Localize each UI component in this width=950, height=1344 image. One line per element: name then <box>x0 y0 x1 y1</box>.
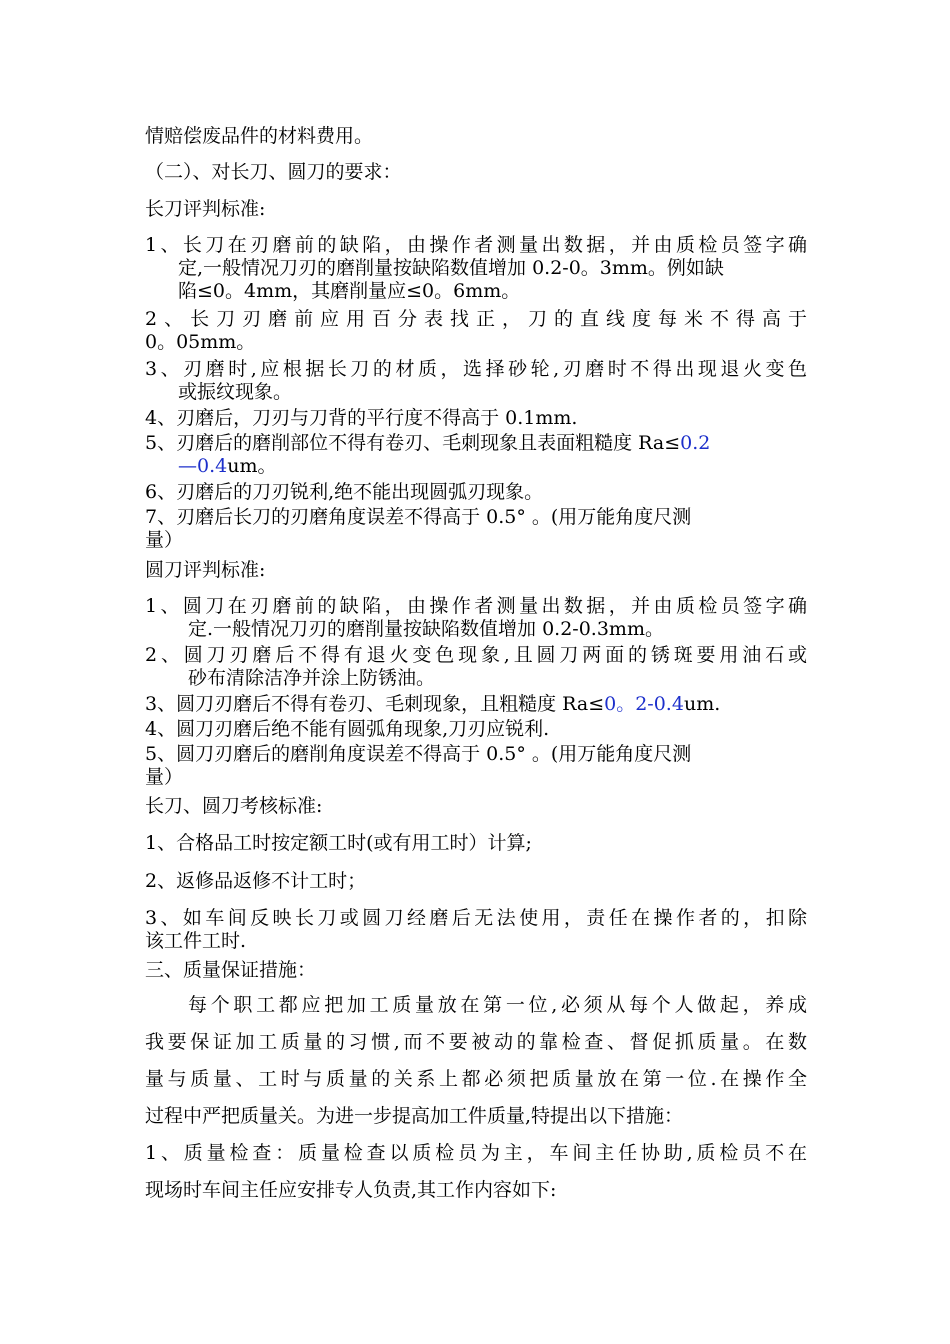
text-line: 定.一般情况刀刃的磨削量按缺陷数值增加 0.2-0.3mm。 <box>188 618 664 640</box>
text-line: 5、圆刀刃磨后的磨削角度误差不得高于 0.5° 。(用万能角度尺测 <box>145 743 692 765</box>
list-item <box>145 693 807 716</box>
subsection-heading: 圆刀评判标准: <box>145 559 266 581</box>
text-line: 定,一般情况刀刃的磨削量按缺陷数值增加 0.2-0。3mm。例如缺 <box>178 257 724 279</box>
list-item <box>145 644 807 690</box>
text-line <box>145 455 807 478</box>
highlight-value: 0。2-0.4 <box>604 693 684 715</box>
text-line: 0。05mm。 <box>145 331 256 353</box>
text-line: 1、合格品工时按定额工时(或有用工时）计算; <box>145 832 532 854</box>
list-item <box>145 308 807 354</box>
text-line: 1、长刀在刃磨前的缺陷，由操作者测量出数据，并由质检员签字确 <box>145 234 807 256</box>
text-line: 4、刃磨后，刀刃与刀背的平行度不得高于 0.1mm. <box>145 407 578 429</box>
text-line <box>145 432 807 455</box>
text-line: 或振纹现象。 <box>178 381 293 403</box>
text-span: um. <box>683 693 721 715</box>
text-line: 1、圆刀在刃磨前的缺陷，由操作者测量出数据，并由质检员签字确 <box>145 595 807 617</box>
highlight-value: —0.4 <box>178 455 228 477</box>
text-line <box>145 693 807 716</box>
text-line: 4、圆刀刃磨后绝不能有圆弧角现象,刀刃应锐利. <box>145 718 550 740</box>
text-line: 过程中严把质量关。为进一步提高加工件质量,特提出以下措施： <box>145 1105 684 1127</box>
text-span: 量与质量、工时与质量的关系上都必须把质量放在第一位.在操作全 <box>145 1068 807 1090</box>
text-line: 量） <box>145 529 184 551</box>
subsection-heading: 长刀、圆刀考核标准: <box>145 795 323 817</box>
text-line: 2、返修品返修不计工时； <box>145 870 367 892</box>
text-span: 1、质量检查：质量检查以质检员为主，车间主任协助,质检员不在 <box>145 1142 807 1164</box>
list-item <box>145 595 807 641</box>
list-item <box>145 432 807 478</box>
list-item <box>145 743 807 789</box>
text-line <box>188 993 807 1017</box>
text-line <box>145 1030 807 1054</box>
subsection-heading: 长刀评判标准: <box>145 198 266 220</box>
list-item <box>145 234 807 303</box>
list-item <box>145 907 807 953</box>
text-span: 每个职工都应把加工质量放在第一位,必须从每个人做起，养成 <box>188 994 807 1016</box>
text-line: 6、刃磨后的刀刃锐利,绝不能出现圆弧刃现象。 <box>145 481 544 503</box>
list-item <box>145 718 807 741</box>
list-item <box>145 481 807 504</box>
text-line <box>145 1141 807 1165</box>
section-heading: 三、质量保证措施： <box>145 959 317 981</box>
text-span: 3、圆刀刃磨后不得有卷刃、毛刺现象，且粗糙度 Ra≤ <box>145 693 605 715</box>
text-line: 现场时车间主任应安排专人负责,其工作内容如下: <box>145 1179 557 1201</box>
list-item <box>145 506 807 552</box>
text-line: 3、刃磨时,应根据长刀的材质，选择砂轮,刃磨时不得出现退火变色 <box>145 358 807 380</box>
text-line: 3、如车间反映长刀或圆刀经磨后无法使用，责任在操作者的，扣除 <box>145 907 807 929</box>
text-line: 2、圆刀刃磨后不得有退火变色现象,且圆刀两面的锈斑要用油石或 <box>145 644 807 666</box>
text-line: 该工件工时. <box>145 930 247 952</box>
section-heading: （二）、对长刀、圆刀的要求： <box>145 161 402 183</box>
list-item <box>145 407 807 430</box>
text-line: 7、刃磨后长刀的刃磨角度误差不得高于 0.5° 。(用万能角度尺测 <box>145 506 692 528</box>
text-span: 5、刃磨后的磨削部位不得有卷刃、毛刺现象且表面粗糙度 Ra≤ <box>145 432 681 454</box>
text-span: um。 <box>227 455 277 477</box>
text-line: 情赔偿废品件的材料费用。 <box>145 125 374 147</box>
highlight-value: 0.2 <box>680 432 711 454</box>
text-line <box>145 1067 807 1091</box>
text-line: 2、长刀刃磨前应用百分表找正，刀的直线度每米不得高于 <box>145 308 807 330</box>
text-span: 我要保证加工质量的习惯,而不要被动的靠检查、督促抓质量。在数 <box>145 1031 807 1053</box>
text-line: 陷≤0。4mm，其磨削量应≤0。6mm。 <box>178 280 521 302</box>
text-line: 量） <box>145 766 184 788</box>
text-line: 砂布清除洁净并涂上防锈油。 <box>188 667 436 689</box>
list-item <box>145 358 807 404</box>
